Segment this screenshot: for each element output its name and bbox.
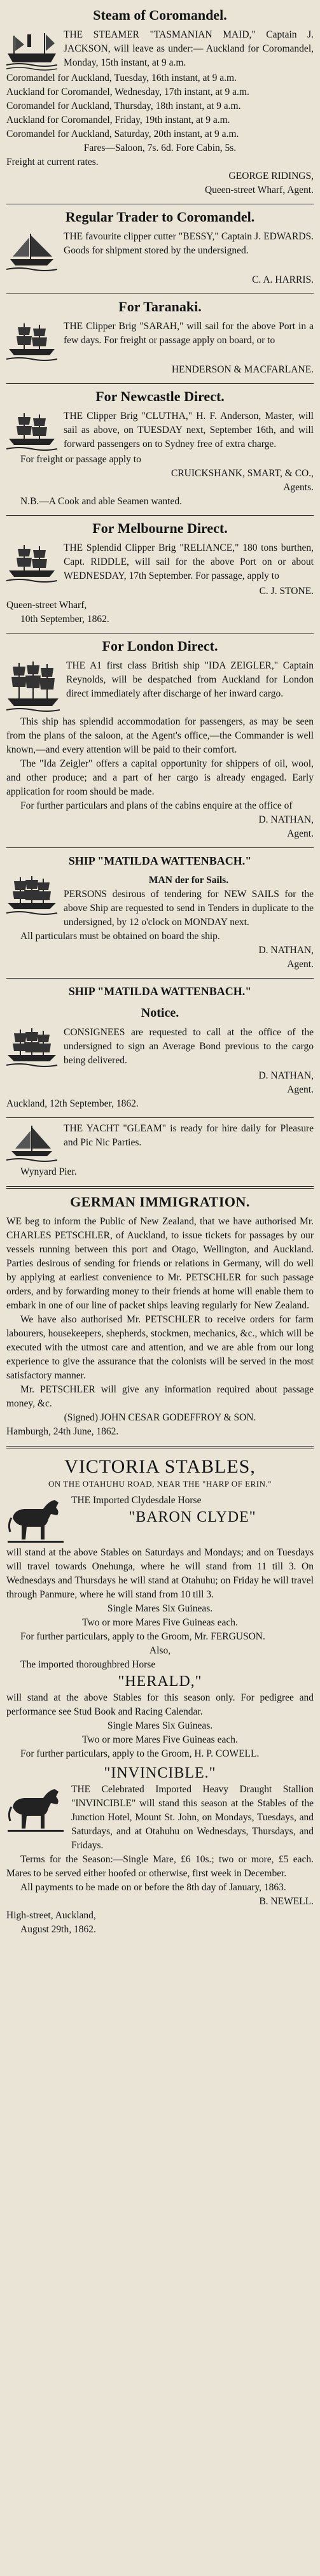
ad-regular-trader xyxy=(6,206,314,292)
signature: CRUICKSHANK, SMART, & CO., xyxy=(171,468,314,479)
signature: C. A. HARRIS. xyxy=(252,274,314,285)
ad-taranaki xyxy=(6,295,314,382)
ad-title: Regular Trader to Coromandel. xyxy=(65,209,255,225)
signature: HENDERSON & MACFARLANE. xyxy=(171,364,314,375)
ad-victoria-stables xyxy=(6,1450,314,1942)
ad-wattenbach-sails xyxy=(6,849,314,977)
ad-paragraph: For further particulars and plans of the cabins enquire at the office of xyxy=(20,800,293,811)
ad-body: THE Splendid Clipper Brig "RELIANCE," 180 tons burthen, Capt. RIDDLE, will sail for the above Port on or about WEDNESDAY, 17th September. For passage, apply to xyxy=(64,542,314,581)
ad-title: For Newcastle Direct. xyxy=(95,388,225,404)
ad-german-immigration xyxy=(6,1191,314,1444)
nota-bene: N.B.—A Cook and able Seamen wanted. xyxy=(20,496,182,507)
ad-title: For Taranaki. xyxy=(118,299,202,315)
ad-title: Steam of Coromandel. xyxy=(93,7,227,23)
ad-paragraph: WE beg to inform the Public of New Zealand, that we have authorised Mr. CHARLES PETSCHLER, of Auckland, to issue tickets for passages by our vessels running between this port and Otago, Wellington, and Auckland. Parties desirous of sending for friends or relations in Germany, will do well by applying at earliest convenience to Mr. PETSCHLER for such passage orders, and by forwarding money to their friends at home will enable them to embark in one of our line of packet ships leaving regularly for New Zealand. xyxy=(6,1216,314,1311)
ad-title: SHIP "MATILDA WATTENBACH." xyxy=(68,854,252,867)
ad-title: For London Direct. xyxy=(102,638,218,654)
ad-paragraph: will stand at the above Stables for this season only. For pedigree and performance see Stud Book and Racing Calendar. xyxy=(6,1692,314,1717)
date: 10th September, 1862. xyxy=(20,614,109,625)
ad-body: THE Clipper Brig "CLUTHA," H. F. Anderson, Master, will sail as above, on TUESDAY next, September 16th, and will forward passengers on to Sydney free of extra charge. xyxy=(64,411,314,449)
ad-wattenbach-notice xyxy=(6,980,314,1116)
address: Queen-street Wharf, xyxy=(6,600,87,611)
ship-icon xyxy=(6,875,57,917)
ship-icon xyxy=(6,1027,57,1069)
signature: C. J. STONE. xyxy=(259,586,314,597)
ad-body: THE Clipper Brig "SARAH," will sail for the above Port in a few days. For freight or passage apply on board, or to xyxy=(64,321,314,346)
date: Auckland, 12th September, 1862. xyxy=(6,1098,139,1109)
signature-address: Queen-street Wharf, Agent. xyxy=(204,185,314,195)
ad-melbourne xyxy=(6,517,314,632)
fares: Fares—Saloon, 7s. 6d. Fore Cabin, 5s. xyxy=(83,143,237,153)
ad-title: GERMAN IMMIGRATION. xyxy=(70,1194,250,1210)
horse-intro: THE Imported Clydesdale Horse xyxy=(71,1495,202,1506)
freight: Freight at current rates. xyxy=(6,157,99,167)
ad-line: All particulars must be obtained on board the ship. xyxy=(20,931,220,942)
ad-title: For Melbourne Direct. xyxy=(92,520,228,536)
ad-paragraph: This ship has splendid accommodation for passengers, as may be seen from the plans of the saloon, at the Agent's office,—the Commander is well known,—and every attention will be paid to their comfort. xyxy=(6,716,314,755)
price-line: Two or more Mares Five Guineas each. xyxy=(82,1617,238,1628)
ad-paragraph: We have also authorised Mr. PETSCHLER to receive orders for farm labourers, housekeepers, shepherds, stockmen, mechanics, &c., which will be executed with the utmost care and attention, and we are able from our long experience to give the assurance that the colonists will be served in the most satisfactory manner. xyxy=(6,1314,314,1381)
divider xyxy=(6,978,314,979)
signature-role: Agent. xyxy=(287,828,314,839)
address: High-street, Auckland, xyxy=(6,1910,96,1921)
ad-body: THE STEAMER "TASMANIAN MAID," Captain J. JACKSON, will leave as under:— Auckland for Coromandel, Monday, 15th instant, at 9 a.m. xyxy=(64,29,314,68)
schedule-line: Auckland for Coromandel, Wednesday, 17th instant, at 9 a.m. xyxy=(6,87,249,97)
ad-coromandel xyxy=(6,4,314,202)
ad-title: SHIP "MATILDA WATTENBACH." xyxy=(68,985,252,998)
ad-body: THE Celebrated Imported Heavy Draught Stallion "INVINCIBLE" will stand this season at the Stables of the Junction Hotel, Mount St. John, on Mondays, Tuesdays, and Saturdays, and at Otahuhu on Wednesdays, Thursdays, and Fridays. xyxy=(71,1784,314,1851)
cutter-icon xyxy=(6,231,57,273)
ad-paragraph: will stand at the above Stables on Saturdays and Mondays; and on Tuesdays will travel towards Onehunga, where he will stand from 11 till 3. On Wednesdays and Thursdays he will stand at Otahuhu; on Friday he will travel through Panmure, where he will stand from 10 till 3. xyxy=(6,1547,314,1600)
notice-title: Notice. xyxy=(141,1006,179,1020)
double-divider xyxy=(6,1446,314,1448)
price-line: Two or more Mares Five Guineas each. xyxy=(82,1734,238,1745)
ad-body: THE favourite clipper cutter "BESSY," Captain J. EDWARDS. Goods for shipment stored by the undersigned. xyxy=(64,231,314,256)
price-line: Single Mares Six Guineas. xyxy=(107,1603,213,1614)
ad-london xyxy=(6,635,314,846)
ad-paragraph: Mr. PETSCHLER will give any information required about passage money, &c. xyxy=(6,1384,314,1409)
date: Hamburgh, 24th June, 1862. xyxy=(6,1426,119,1437)
ad-line: For freight or passage apply to xyxy=(20,454,141,465)
brig-icon xyxy=(6,321,57,363)
ad-body: THE YACHT "GLEAM" is ready for hire daily for Pleasure and Pic Nic Parties. xyxy=(64,1123,314,1148)
signature: (Signed) JOHN CESAR GODEFFROY & SON. xyxy=(64,1412,256,1423)
signature-role: Agents. xyxy=(283,482,314,493)
divider xyxy=(6,515,314,516)
double-divider xyxy=(6,1186,314,1189)
horse-intro: The imported thoroughbred Horse xyxy=(20,1659,156,1670)
horse-icon xyxy=(6,1784,65,1835)
ad-body: PERSONS desirous of tendering for NEW SAILS for the above Ship are requested to send in Tenders in duplicate to the undersigned, by 12 o'clock on MONDAY next. xyxy=(64,889,314,928)
schedule-line: Coromandel for Auckland, Saturday, 20th instant, at 9 a.m. xyxy=(6,129,239,139)
brig-icon xyxy=(6,542,57,584)
horse-name: "HERALD," xyxy=(118,1673,202,1690)
divider xyxy=(6,383,314,384)
divider xyxy=(6,1117,314,1118)
ad-subtitle: ON THE OTAHUHU ROAD, NEAR THE "HARP OF ERIN." xyxy=(48,1479,272,1489)
ad-subtitle: MAN der for Sails. xyxy=(148,875,229,886)
payments: All payments to be made on or before the 8th day of January, 1863. xyxy=(20,1882,286,1893)
ad-body: THE A1 first class British ship "IDA ZEIGLER," Captain Reynolds, will be despatched from Auckland for London direct immediately after discharge of her inward cargo. xyxy=(66,660,314,699)
schedule-line: Auckland for Coromandel, Friday, 19th instant, at 9 a.m. xyxy=(6,115,230,125)
ship-icon xyxy=(6,660,60,715)
address: Wynyard Pier. xyxy=(20,1166,77,1177)
signature: D. NATHAN, xyxy=(258,1070,314,1081)
signature-role: Agent. xyxy=(287,959,314,970)
terms: Terms for the Season:—Single Mare, £6 10s.; two or more, £5 each. Mares to be served either hoofed or otherwise, first week in December. xyxy=(6,1854,314,1879)
signature: D. NATHAN, xyxy=(258,945,314,956)
horse-icon xyxy=(6,1495,65,1546)
ad-newcastle xyxy=(6,385,314,514)
date: August 29th, 1862. xyxy=(20,1924,96,1935)
ad-yacht-gleam xyxy=(6,1119,314,1184)
divider xyxy=(6,847,314,848)
ad-line: For further particulars, apply to the Groom, Mr. FERGUSON. xyxy=(20,1631,265,1642)
brig-icon xyxy=(6,411,57,453)
ad-line: For further particulars, apply to the Groom, H. P. COWELL. xyxy=(20,1748,260,1759)
schedule-line: Coromandel for Auckland, Tuesday, 16th instant, at 9 a.m. xyxy=(6,73,237,83)
price-line: Single Mares Six Guineas. xyxy=(107,1720,213,1731)
signature: B. NEWELL. xyxy=(259,1896,314,1907)
signature-role: Agent. xyxy=(287,1084,314,1095)
schedule-line: Coromandel for Auckland, Thursday, 18th instant, at 9 a.m. xyxy=(6,101,241,111)
signature: D. NATHAN, xyxy=(258,814,314,825)
steamer-icon xyxy=(6,29,57,71)
signature: GEORGE RIDINGS, xyxy=(228,171,314,181)
yacht-icon xyxy=(6,1123,57,1165)
ad-title: VICTORIA STABLES, xyxy=(64,1456,256,1477)
horse-name: "INVINCIBLE." xyxy=(104,1765,216,1781)
ad-body: CONSIGNEES are requested to call at the office of the undersigned to sign an Average Bond previous to the cargo being delivered. xyxy=(64,1027,314,1066)
also-line: Also, xyxy=(149,1645,171,1656)
horse-name: "BARON CLYDE" xyxy=(129,1509,256,1525)
ad-paragraph: The "Ida Zeigler" offers a capital opportunity for shippers of oil, wool, and other produce; and a part of her cargo is already engaged. Early application for room should be made. xyxy=(6,758,314,797)
